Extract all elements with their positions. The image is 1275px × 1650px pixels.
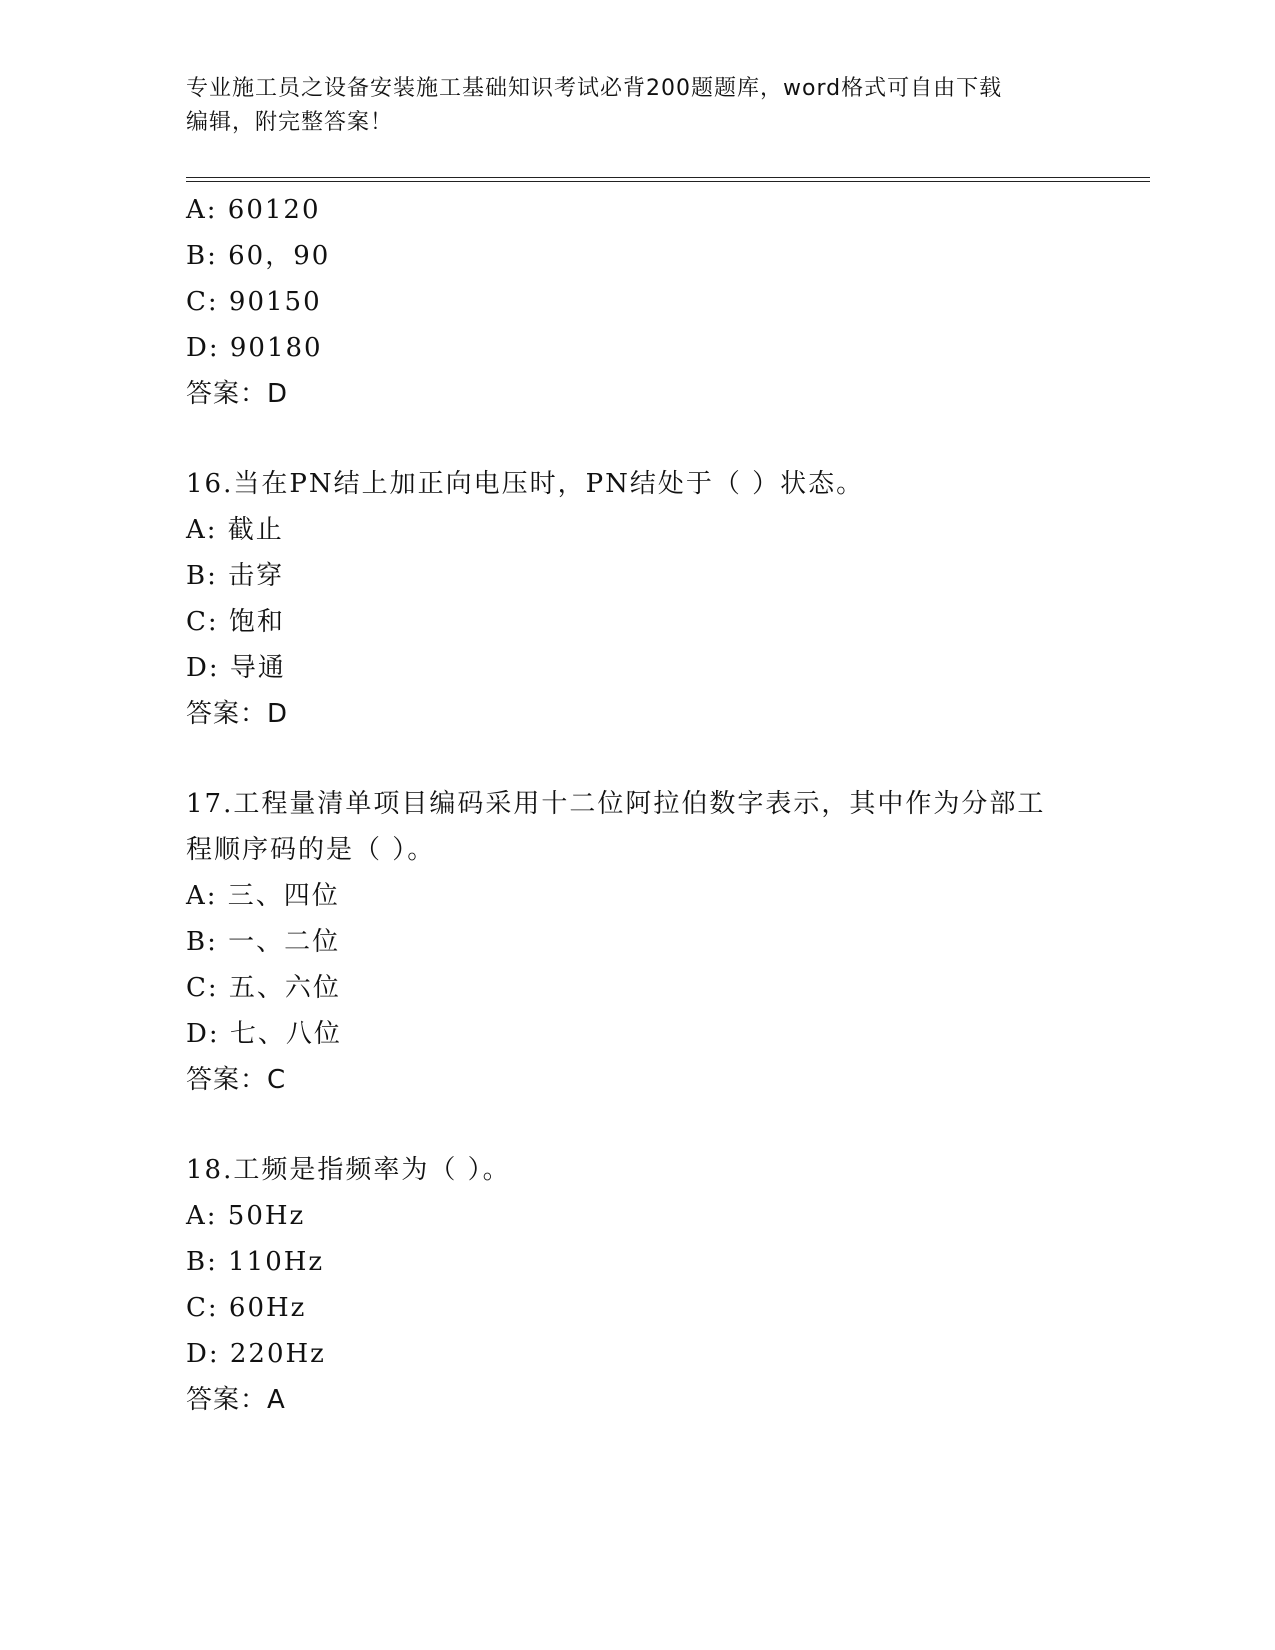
question-title: 18.工频是指频率为（ ）。: [186, 1155, 511, 1185]
question-list: [186, 187, 1146, 1423]
option-d: D: 七、八位: [186, 1019, 342, 1049]
question-15: [186, 187, 1146, 417]
header-divider-bottom: [186, 181, 1150, 182]
option-d: D: 220Hz: [186, 1339, 326, 1369]
question-18: [186, 1147, 1146, 1423]
option-a: A: 截止: [186, 515, 284, 545]
option-c: C: 饱和: [186, 607, 285, 637]
option-b: B: 一、二位: [186, 927, 341, 957]
answer-line: 答案：A: [186, 1385, 286, 1415]
document-header: [186, 72, 1086, 140]
option-a: A: 三、四位: [186, 881, 340, 911]
answer-line: 答案：D: [186, 699, 289, 729]
option-a: A: 50Hz: [186, 1201, 306, 1231]
answer-line: 答案：D: [186, 379, 289, 409]
question-title-line-2: 程顺序码的是（ ）。: [186, 835, 436, 865]
option-a: A: 60120: [186, 195, 321, 225]
option-c: C: 60Hz: [186, 1293, 307, 1323]
question-16: [186, 461, 1146, 737]
option-c: C: 90150: [186, 287, 322, 317]
option-b: B: 60，90: [186, 241, 331, 271]
option-b: B: 110Hz: [186, 1247, 325, 1277]
answer-line: 答案：C: [186, 1065, 287, 1095]
header-line-2: 编辑，附完整答案！: [186, 110, 394, 135]
question-title-line-1: 17.工程量清单项目编码采用十二位阿拉伯数字表示，其中作为分部工: [186, 789, 1046, 819]
question-17: [186, 781, 1146, 1103]
option-d: D: 90180: [186, 333, 323, 363]
option-d: D: 导通: [186, 653, 286, 683]
question-title: 16.当在PN结上加正向电压时，PN结处于（ ）状态。: [186, 469, 865, 499]
header-line-1: 专业施工员之设备安装施工基础知识考试必背200题题库，word格式可自由下载: [186, 76, 1003, 101]
header-divider-top: [186, 177, 1150, 178]
option-c: C: 五、六位: [186, 973, 341, 1003]
option-b: B: 击穿: [186, 561, 285, 591]
